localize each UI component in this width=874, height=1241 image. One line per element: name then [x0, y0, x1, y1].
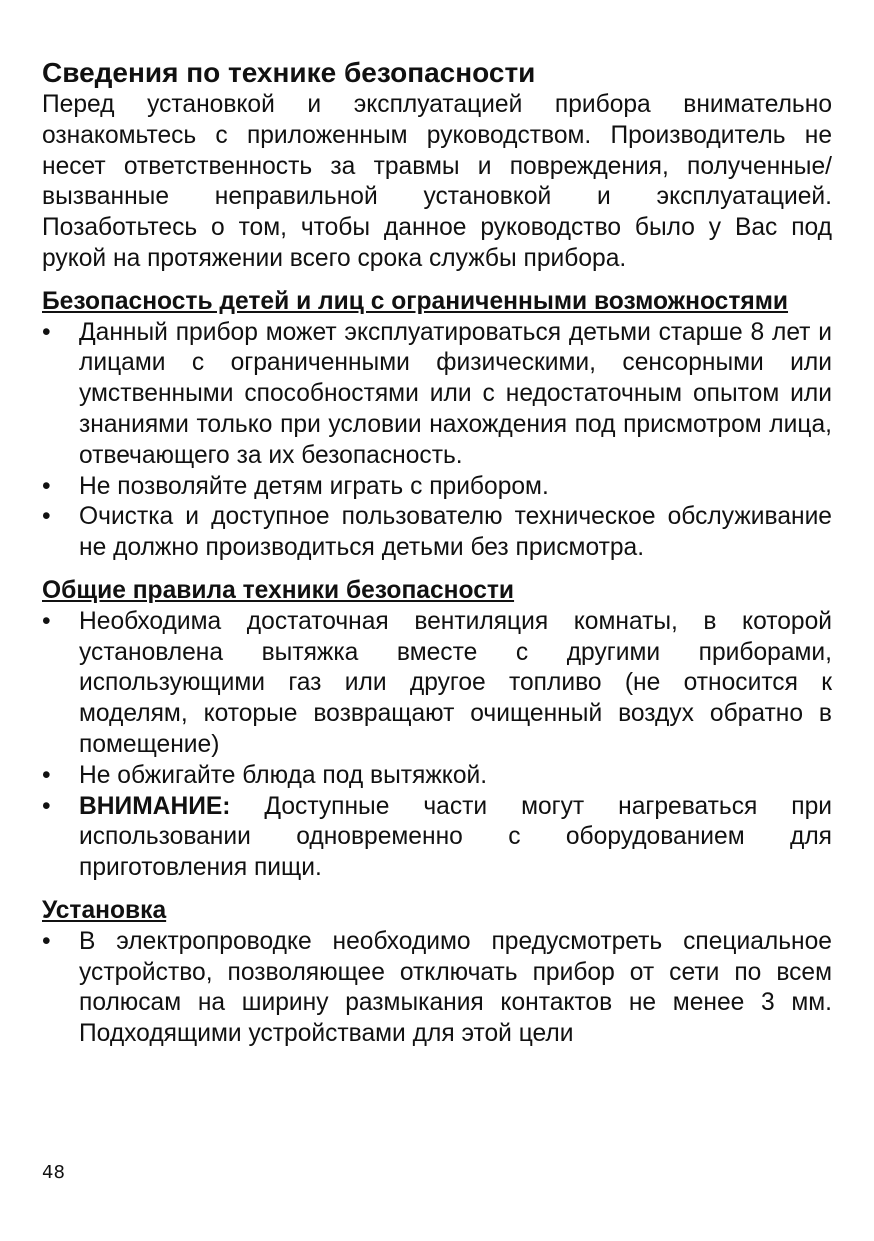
- bullet-icon: •: [42, 927, 51, 955]
- list-item: [42, 927, 832, 1050]
- page-number: 48: [42, 1162, 65, 1183]
- list-item: [42, 318, 832, 472]
- warning-label: ВНИМАНИЕ:: [79, 792, 231, 820]
- section-heading-general-safety: Общие правила техники безопасности: [42, 576, 515, 604]
- section-heading-child-safety: Безопасность детей и лиц с ограниченными возможностями: [42, 287, 789, 315]
- document-page: [42, 56, 832, 1050]
- installation-list: [42, 927, 832, 1050]
- list-item: [42, 472, 832, 503]
- list-item: [42, 607, 832, 761]
- list-item-warning: [42, 792, 832, 884]
- list-item-text: Не позволяйте детям играть с прибором.: [79, 472, 549, 500]
- bullet-icon: •: [42, 503, 51, 531]
- list-item: [42, 502, 832, 564]
- list-item-text: Данный прибор может эксплуатироваться детьми старше 8 лет и лицами с ограниченными физическими, сенсорными или умственными способностями или с недостаточным опытом или знаниями только при условии нахождения под присмотром лица, отвечающего за их безопасность.: [79, 318, 832, 469]
- child-safety-list: [42, 318, 832, 564]
- list-item-text: В электропроводке необходимо предусмотреть специальное устройство, позволяющее отключать прибор от сети по всем полюсам на ширину размыкания контактов не менее 3 мм. Подходящими устройствами для этой цели: [79, 927, 832, 1048]
- bullet-icon: •: [42, 792, 51, 820]
- general-safety-list: [42, 607, 832, 884]
- bullet-icon: •: [42, 607, 51, 635]
- warning-text: Доступные части могут нагреваться при использовании одновременно с оборудованием для приготовления пищи.: [79, 792, 832, 882]
- page-title: Сведения по технике безопасности: [42, 57, 536, 88]
- section-heading-installation: Установка: [42, 896, 167, 924]
- intro-paragraph: Перед установкой и эксплуатацией прибора внимательно ознакомьтесь с приложенным руководством. Производитель не несет ответственность за травмы и повреждения, полученные/вызванные неправильной установкой и эксплуатацией. Позаботьтесь о том, чтобы данное руководство было у Вас под рукой на протяжении всего срока службы прибора.: [42, 91, 832, 272]
- list-item-text: Необходима достаточная вентиляция комнаты, в которой установлена вытяжка вместе с другими приборами, использующими газ или другое топливо (не относится к моделям, которые возвращают очищенный воздух обратно в помещение): [79, 607, 832, 758]
- list-item: [42, 761, 832, 792]
- bullet-icon: •: [42, 472, 51, 500]
- list-item-text: Очистка и доступное пользователю техническое обслуживание не должно производиться детьми без присмотра.: [79, 503, 832, 562]
- bullet-icon: •: [42, 318, 51, 346]
- list-item-text: Не обжигайте блюда под вытяжкой.: [79, 761, 488, 789]
- bullet-icon: •: [42, 761, 51, 789]
